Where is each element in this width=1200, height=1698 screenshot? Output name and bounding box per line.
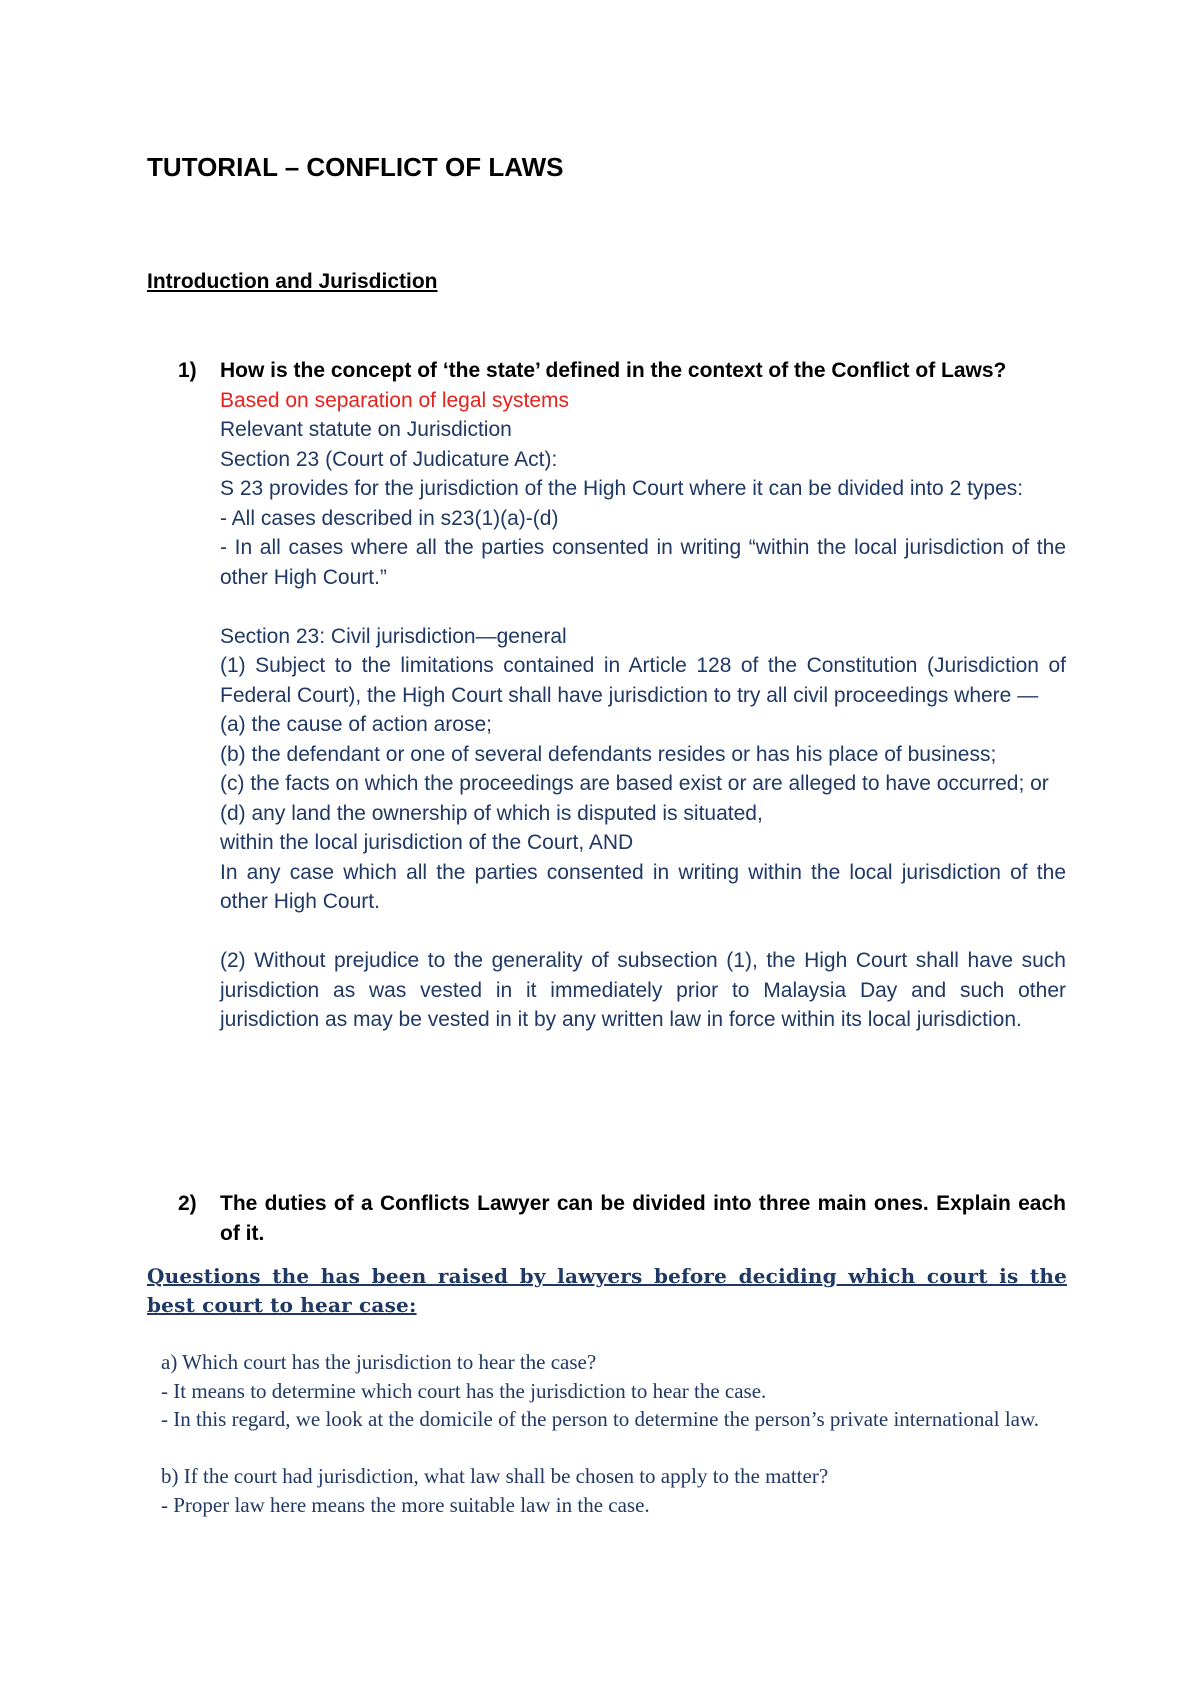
s23-description: S 23 provides for the jurisdiction of the High Court where it can be divided into 2 types: — [220, 477, 1024, 500]
question-2 — [178, 1189, 1066, 1248]
question-1-number: 1) — [178, 359, 197, 382]
s23-point-1: - All cases described in s23(1)(a)-(d) — [220, 506, 559, 530]
question-1-text: How is the concept of ‘the state’ defined in the context of the Conflict of Laws? — [220, 359, 1007, 382]
section-23-label: Section 23 (Court of Judicature Act): — [220, 447, 558, 471]
part-b-point-1: - Proper law here means the more suitable law in the case. — [161, 1492, 650, 1517]
part-a-point-1: - It means to determine which court has the jurisdiction to hear the case. — [161, 1378, 767, 1403]
civil-jurisdiction-heading: Section 23: Civil jurisdiction—general — [220, 624, 567, 648]
consent-line: In any case which all the parties consented in writing within the local jurisdiction of the other High Court. — [220, 860, 1066, 913]
clause-b: (b) the defendant or one of several defendants resides or has his place of business; — [220, 742, 997, 766]
lawyers-questions-list — [147, 1348, 1065, 1519]
question-1 — [178, 356, 1066, 1035]
part-b-question: b) If the court had jurisdiction, what law shall be chosen to apply to the matter? — [161, 1464, 829, 1488]
answer-red-text: Based on separation of legal systems — [220, 388, 570, 412]
section-subtitle: Introduction and Jurisdiction — [147, 270, 438, 293]
subsection-2: (2) Without prejudice to the generality of subsection (1), the High Court shall have such jurisdiction as was vested in it immediately prior to Malaysia Day and such other jurisdiction as may be vested in it by any written law in force within its local jurisdiction. — [220, 949, 1066, 1031]
part-a-point-2: - In this regard, we look at the domicile of the person to determine the person’s private international law. — [161, 1407, 1040, 1431]
question-2-body — [220, 1189, 1066, 1248]
question-1-body — [220, 356, 1066, 1035]
subsection-1: (1) Subject to the limitations contained in Article 128 of the Constitution (Jurisdiction of Federal Court), the High Court shall have jurisdiction to try all civil proceedings where — — [220, 654, 1066, 707]
lawyers-questions-heading: Questions the has been raised by lawyers before deciding which court is the best court to hear case: — [147, 1264, 1067, 1317]
local-jurisdiction-line: within the local jurisdiction of the Court, AND — [220, 831, 634, 854]
clause-a: (a) the cause of action arose; — [220, 713, 492, 736]
statute-heading: Relevant statute on Jurisdiction — [220, 418, 512, 441]
part-a-question: a) Which court has the jurisdiction to hear the case? — [161, 1350, 597, 1374]
question-2-text: The duties of a Conflicts Lawyer can be divided into three main ones. Explain each of it. — [220, 1192, 1066, 1245]
s23-point-2: - In all cases where all the parties consented in writing “within the local jurisdiction of the other High Court.” — [220, 536, 1066, 589]
clause-d: (d) any land the ownership of which is disputed is situated, — [220, 801, 763, 825]
page-title: TUTORIAL – CONFLICT OF LAWS — [147, 152, 564, 182]
question-2-number: 2) — [178, 1192, 197, 1215]
clause-c: (c) the facts on which the proceedings are based exist or are alleged to have occurred; or — [220, 772, 1049, 795]
